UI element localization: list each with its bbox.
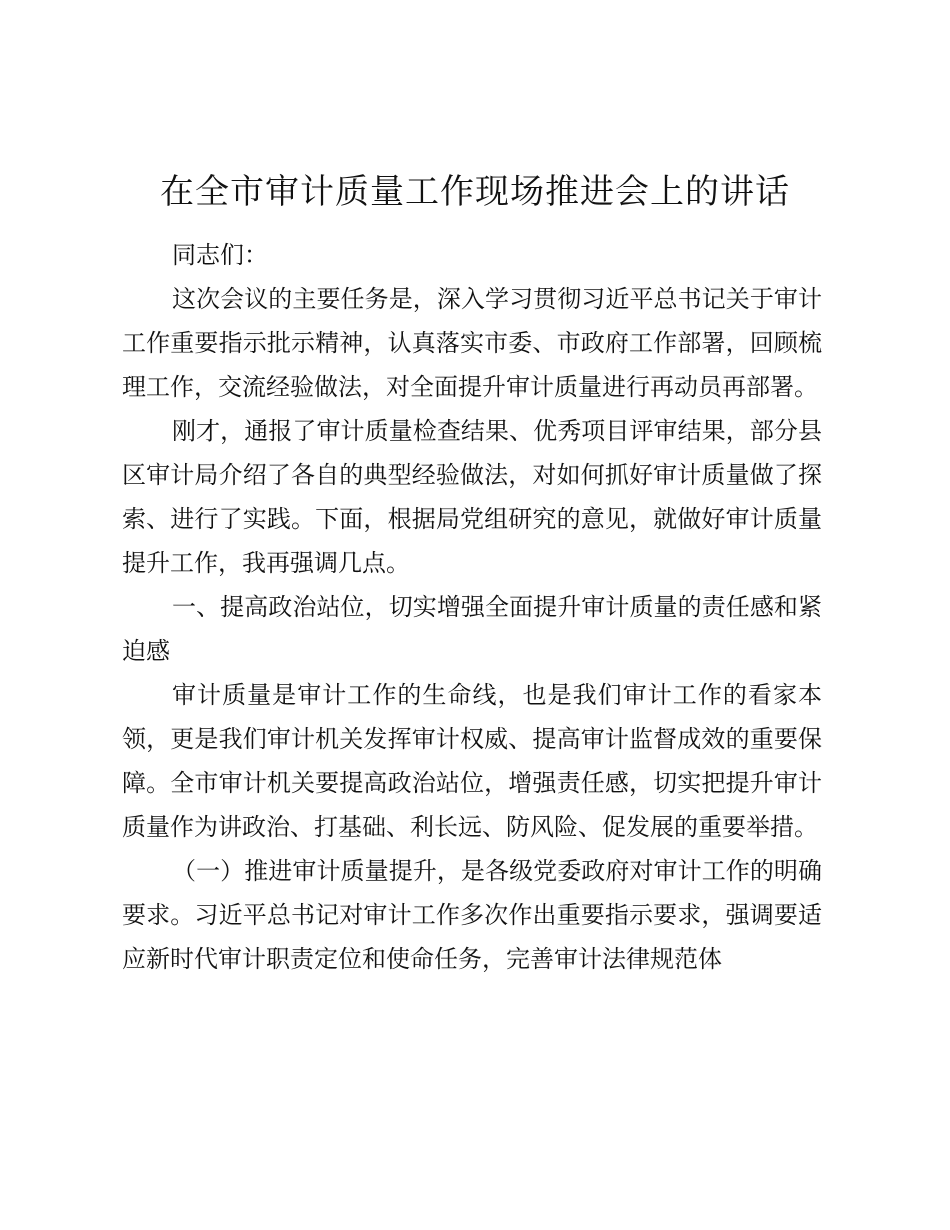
document-title: 在全市审计质量工作现场推进会上的讲话 <box>160 172 790 212</box>
paragraph-2: 刚才，通报了审计质量检查结果、优秀项目评审结果，部分县区审计局介绍了各自的典型经验做法，对如何抓好审计质量做了探索、进行了实践。下面，根据局党组研究的意见，就做好审计质量提升工作，我再强调几点。 <box>122 417 822 577</box>
paragraph-1: 这次会议的主要任务是，深入学习贯彻习近平总书记关于审计工作重要指示批示精神，认真落实市委、市政府工作部署，回顾梳理工作，交流经验做法，对全面提升审计质量进行再动员再部署。 <box>122 285 822 401</box>
salutation: 同志们： <box>172 241 268 269</box>
paragraph-4: （一）推进审计质量提升，是各级党委政府对审计工作的明确要求。习近平总书记对审计工作多次作出重要指示要求，强调要适应新时代审计职责定位和使命任务，完善审计法律规范体 <box>122 857 822 973</box>
paragraph-3: 审计质量是审计工作的生命线，也是我们审计工作的看家本领，更是我们审计机关发挥审计权威、提高审计监督成效的重要保障。全市审计机关要提高政治站位，增强责任感，切实把提升审计质量作为讲政治、打基础、利长远、防风险、促发展的重要举措。 <box>122 681 822 841</box>
section-heading-1: 一、提高政治站位，切实增强全面提升审计质量的责任感和紧迫感 <box>122 593 822 665</box>
document-body <box>122 233 822 981</box>
